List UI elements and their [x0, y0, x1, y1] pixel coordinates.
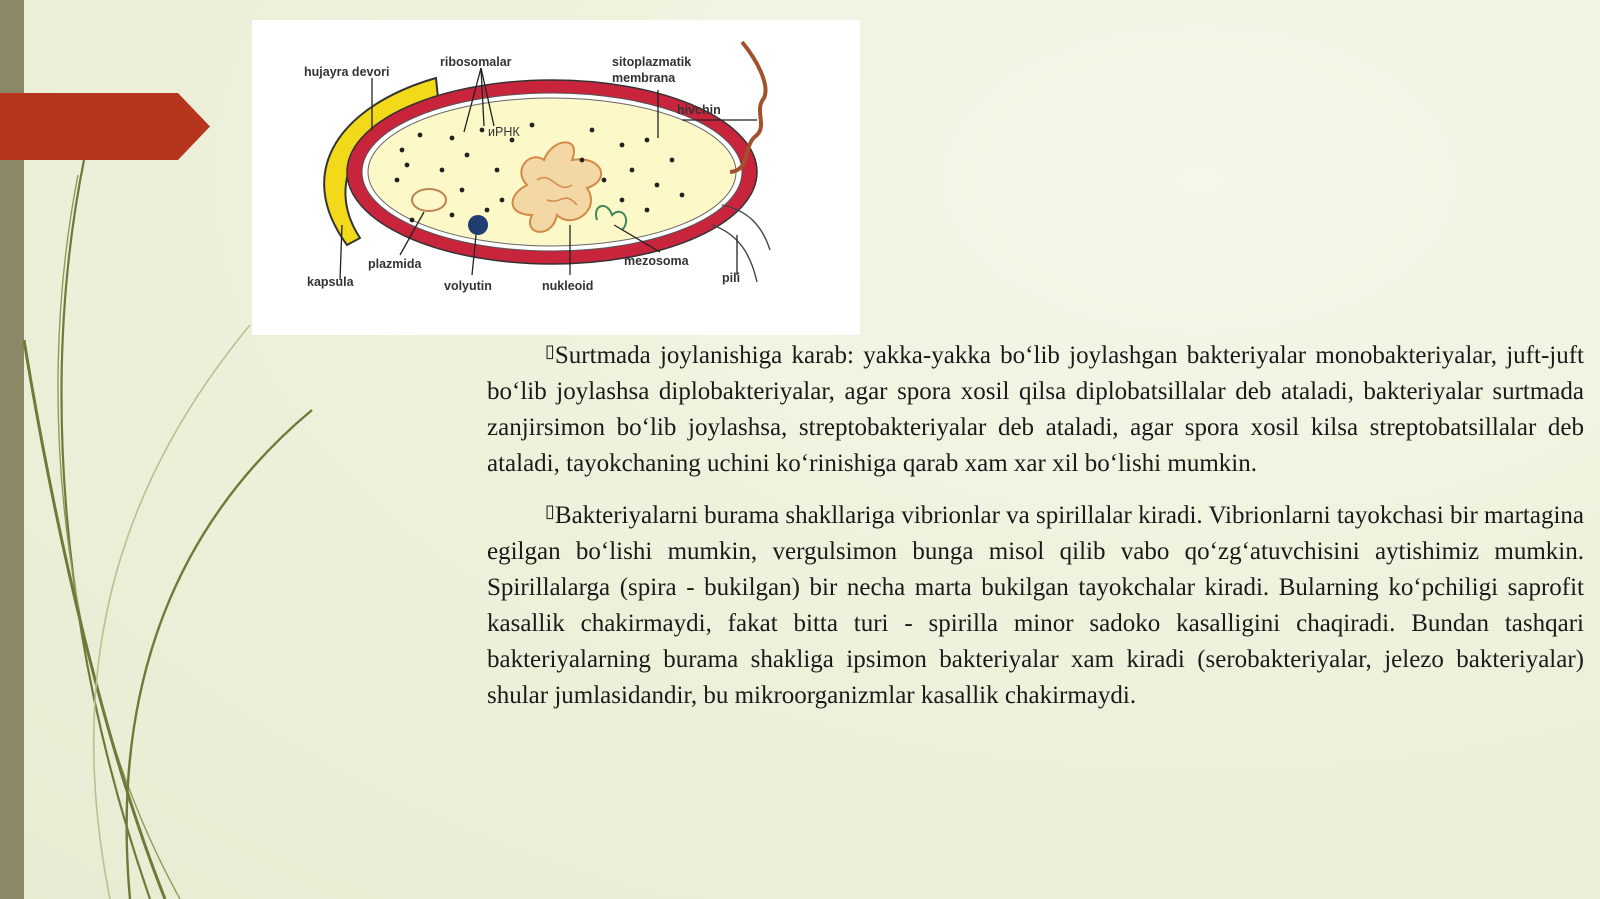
label-rna: иРНК: [488, 125, 520, 139]
missing-glyph-icon: ▯: [545, 341, 555, 362]
label-nucleoid: nukleoid: [542, 279, 594, 293]
missing-glyph-icon: ▯: [545, 501, 555, 522]
label-ribosomes: ribosomalar: [440, 55, 512, 69]
label-cell-wall: hujayra devori: [304, 65, 390, 79]
label-membrane-line1: sitoplazmatik: [612, 55, 692, 69]
label-flagellum: hivchin: [677, 103, 721, 117]
slide-body-text: [487, 338, 1584, 730]
label-plasmid: plazmida: [368, 257, 422, 271]
label-mesosome: mezosoma: [624, 254, 689, 268]
label-volutin: volyutin: [444, 279, 492, 293]
label-membrane-line2: membrana: [612, 71, 676, 85]
bacterial-cell-diagram: [252, 20, 860, 335]
label-pili: pili: [722, 271, 741, 285]
volutin-shape: [468, 215, 488, 235]
arrow-tab: [0, 93, 210, 160]
paragraph-spiral-forms: ▯Bakteriyalarni burama shakllariga vibrionlar va spirillalar kiradi. Vibrionlarni tayokchasi bir martagina egilgan bo‘lishi mumkin, vergulsimon bunga misol qilib vabo qo‘zg‘atuvchisini aytishimiz mumkin. Spirillalarga (spira - bukilgan) bir necha marta bukilgan tayokchalar kiradi. Bularning ko‘pchiligi saprofit kasallik chakirmaydi, fakat bitta turi - spirilla minor sadoko kasalligini chaqiradi. Bundan tashqari bakteriyalarning burama shakliga ipsimon bakteriyalar xam kiradi (serobakteriyalar, jelezo bakteriyalar) shular jumlasidandir, bu mikroorganizmlar kasallik chakirmaydi.: [487, 501, 1584, 709]
label-capsule: kapsula: [307, 275, 354, 289]
paragraph-smear-arrangement: ▯Surtmada joylanishiga karab: yakka-yakka bo‘lib joylashgan bakteriyalar monobakteriyalar, juft-juft bo‘lib joylashsa diplobakteriyalar, agar spora xosil qilsa diplobatsillalar deb ataladi, bakteriyalar surtmada zanjirsimon bo‘lib joylashsa, streptobakteriyalar deb ataladi, agar spora xosil kilsa streptobatsillalar deb ataladi, tayokchaning uchini ko‘rinishiga qarab xam xar xil bo‘lishi mumkin.: [487, 341, 1584, 477]
